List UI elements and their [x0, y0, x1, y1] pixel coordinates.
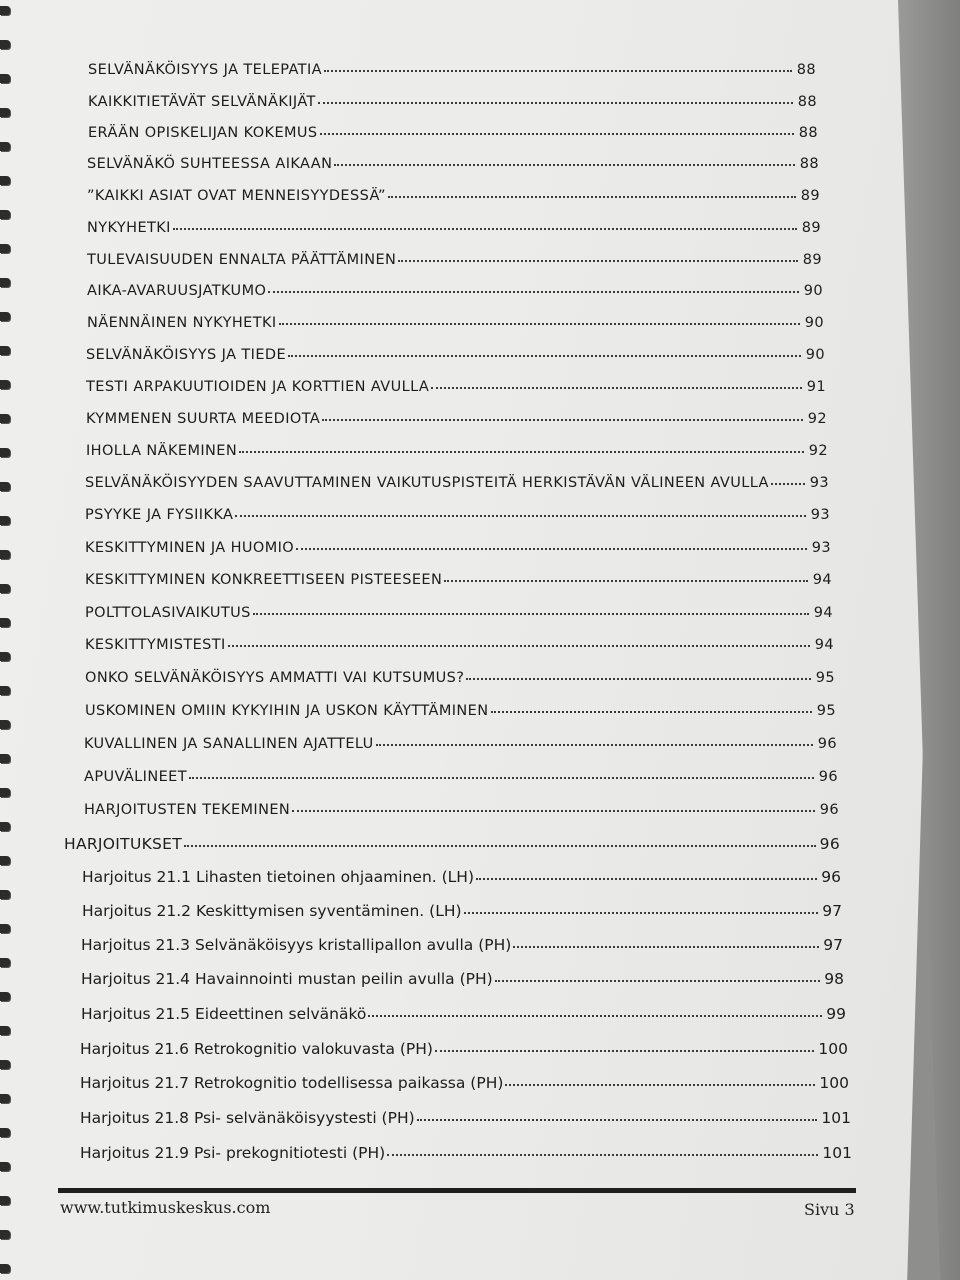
toc-entry-title: KUVALLINEN JA SANALLINEN AJATTELU	[84, 736, 374, 752]
toc-entry[interactable]	[87, 188, 820, 204]
toc-entry-title: NÄENNÄINEN NYKYHETKI	[87, 315, 277, 331]
toc-entry-title: KESKITTYMINEN KONKREETTISEEN PISTEESEEN	[85, 572, 443, 588]
toc-entry[interactable]	[87, 252, 822, 268]
toc-exercise-entry[interactable]	[80, 1144, 852, 1162]
footer-website-link[interactable]: www.tutkimuskeskus.com	[60, 1198, 271, 1217]
dot-leader	[476, 877, 817, 880]
toc-entry-title: ONKO SELVÄNÄKÖISYYS AMMATTI VAI KUTSUMUS?	[85, 670, 465, 686]
toc-entry[interactable]	[84, 736, 837, 752]
toc-entry-page: 88	[796, 62, 816, 78]
dot-leader	[505, 1083, 815, 1086]
toc-entry-title: APUVÄLINEET	[84, 769, 187, 785]
toc-entry-title: Harjoitus 21.4 Havainnointi mustan peilin avulla (PH)	[81, 970, 493, 988]
toc-entry-page: 93	[809, 475, 829, 491]
toc-entry-title: KESKITTYMINEN JA HUOMIO	[85, 540, 295, 556]
toc-entry[interactable]	[86, 443, 828, 459]
toc-entry-page: 96	[821, 868, 841, 886]
toc-entry-page: 100	[819, 1074, 849, 1092]
toc-exercise-entry[interactable]	[80, 1074, 849, 1092]
toc-entry[interactable]	[88, 125, 818, 141]
dot-leader	[368, 1014, 822, 1017]
toc-entry-title: AIKA-AVARUUSJATKUMO	[87, 283, 267, 299]
toc-entry-page: 91	[806, 379, 826, 395]
dot-leader	[318, 101, 793, 104]
toc-exercise-entry[interactable]	[81, 1005, 846, 1023]
toc-entry-title: PSYYKE JA FYSIIKKA	[85, 507, 234, 523]
dot-leader	[268, 290, 799, 293]
toc-exercise-entry[interactable]	[81, 936, 843, 954]
dot-leader	[292, 809, 815, 812]
toc-entry-page: 90	[805, 347, 825, 363]
toc-entry-title: ERÄÄN OPISKELIJAN KOKEMUS	[88, 125, 318, 141]
dot-leader	[513, 945, 819, 948]
toc-entry-page: 92	[808, 443, 828, 459]
toc-entry-title: Harjoitus 21.3 Selvänäköisyys kristallipallon avulla (PH)	[81, 936, 512, 954]
toc-entry[interactable]	[85, 475, 829, 491]
toc-entry-title: SELVÄNÄKÖISYYS JA TELEPATIA	[88, 62, 322, 78]
dot-leader	[189, 776, 814, 779]
dot-leader	[334, 163, 795, 166]
toc-entry[interactable]	[85, 540, 831, 556]
toc-entry-page: 94	[813, 605, 833, 621]
dot-leader	[435, 1049, 814, 1052]
toc-entry-page: 94	[812, 572, 832, 588]
toc-entry-page: 89	[801, 220, 821, 236]
toc-entry-title: HARJOITUSTEN TEKEMINEN	[84, 802, 291, 818]
toc-entry[interactable]	[87, 156, 819, 172]
dot-leader	[376, 743, 813, 746]
toc-section-entry[interactable]	[64, 835, 840, 853]
dot-leader	[320, 132, 794, 135]
dot-leader	[491, 710, 813, 713]
toc-entry-page: 92	[807, 411, 827, 427]
toc-entry-title: USKOMINEN OMIIN KYKYIHIN JA USKON KÄYTTÄMINEN	[85, 703, 489, 719]
dot-leader	[324, 69, 792, 72]
toc-entry-title: Harjoitus 21.2 Keskittymisen syventäminen. (LH)	[82, 902, 462, 920]
dot-leader	[228, 644, 810, 647]
toc-entry-page: 89	[800, 188, 820, 204]
dot-leader	[173, 227, 797, 230]
toc-entry-page: 90	[803, 283, 823, 299]
toc-entry[interactable]	[85, 507, 830, 523]
toc-entry-page: 96	[819, 835, 840, 853]
toc-entry-page: 88	[797, 94, 817, 110]
toc-exercise-entry[interactable]	[82, 902, 842, 920]
toc-entry[interactable]	[85, 605, 833, 621]
toc-entry[interactable]	[85, 637, 834, 653]
toc-entry-page: 95	[816, 703, 836, 719]
dot-leader	[398, 259, 798, 262]
toc-entry[interactable]	[85, 572, 832, 588]
footer-page-number: Sivu 3	[804, 1200, 855, 1219]
toc-entry[interactable]	[87, 315, 824, 331]
toc-entry-page: 95	[815, 670, 835, 686]
toc-entry-title: Harjoitus 21.5 Eideettinen selvänäkö	[81, 1005, 367, 1023]
toc-entry[interactable]	[87, 283, 823, 299]
toc-entry-title: IHOLLA NÄKEMINEN	[86, 443, 238, 459]
toc-entry-page: 97	[823, 936, 843, 954]
toc-entry[interactable]	[85, 670, 835, 686]
toc-entry-title: Harjoitus 21.7 Retrokognitio todellisessa paikassa (PH)	[80, 1074, 504, 1092]
toc-entry[interactable]	[86, 411, 827, 427]
toc-entry-page: 88	[799, 156, 819, 172]
toc-entry-title: KYMMENEN SUURTA MEEDIOTA	[86, 411, 321, 427]
toc-entry-title: TESTI ARPAKUUTIOIDEN JA KORTTIEN AVULLA	[86, 379, 430, 395]
toc-entry-page: 88	[798, 125, 818, 141]
toc-entry-title: Harjoitus 21.1 Lihasten tietoinen ohjaaminen. (LH)	[82, 868, 475, 886]
toc-entry-title: SELVÄNÄKÖ SUHTEESSA AIKAAN	[87, 156, 333, 172]
dot-leader	[388, 195, 796, 198]
toc-entry-page: 100	[818, 1040, 848, 1058]
dot-leader	[431, 386, 802, 389]
dot-leader	[184, 844, 816, 847]
toc-entry-page: 93	[811, 540, 831, 556]
dot-leader	[387, 1153, 818, 1156]
toc-exercise-entry[interactable]	[80, 1109, 851, 1127]
toc-entry-page: 97	[822, 902, 842, 920]
dot-leader	[466, 677, 811, 680]
toc-entry-page: 96	[817, 736, 837, 752]
dot-leader	[296, 547, 807, 550]
toc-entry[interactable]	[84, 769, 838, 785]
toc-entry-page: 98	[824, 970, 844, 988]
dot-leader	[771, 482, 805, 485]
toc-entry-page: 93	[810, 507, 830, 523]
toc-entry-title: Harjoitus 21.8 Psi- selvänäköisyystesti (PH)	[80, 1109, 415, 1127]
toc-exercise-entry[interactable]	[82, 868, 841, 886]
toc-entry-title: NYKYHETKI	[87, 220, 171, 236]
toc-entry[interactable]	[88, 62, 816, 78]
toc-entry-page: 101	[821, 1109, 851, 1127]
toc-entry-title: POLTTOLASIVAIKUTUS	[85, 605, 251, 621]
toc-entry[interactable]	[85, 703, 836, 719]
toc-entry-page: 96	[818, 769, 838, 785]
toc-entry-title: KESKITTYMISTESTI	[85, 637, 226, 653]
footer-divider	[58, 1188, 856, 1193]
dot-leader	[322, 418, 803, 421]
toc-entry[interactable]	[84, 802, 839, 818]
toc-entry[interactable]	[86, 379, 826, 395]
toc-entry-title: SELVÄNÄKÖISYYS JA TIEDE	[86, 347, 287, 363]
dot-leader	[279, 322, 800, 325]
toc-entry-title: Harjoitus 21.6 Retrokognitio valokuvasta (PH)	[80, 1040, 433, 1058]
dot-leader	[235, 514, 806, 517]
toc-entry-title: KAIKKITIETÄVÄT SELVÄNÄKIJÄT	[88, 94, 316, 110]
dot-leader	[444, 579, 808, 582]
toc-entry-title: ”KAIKKI ASIAT OVAT MENNEISYYDESSÄ”	[87, 188, 386, 204]
toc-entry[interactable]	[87, 220, 821, 236]
toc-entry-page: 90	[804, 315, 824, 331]
toc-entry-page: 94	[814, 637, 834, 653]
toc-exercise-entry[interactable]	[81, 970, 844, 988]
dot-leader	[495, 979, 820, 982]
toc-entry-page: 99	[826, 1005, 846, 1023]
toc-entry-page: 89	[802, 252, 822, 268]
dot-leader	[464, 911, 818, 914]
toc-entry-title: TULEVAISUUDEN ENNALTA PÄÄTTÄMINEN	[87, 252, 397, 268]
dot-leader	[253, 612, 809, 615]
toc-entry-title: Harjoitus 21.9 Psi- prekognitiotesti (PH)	[80, 1144, 386, 1162]
toc-entry[interactable]	[88, 94, 817, 110]
toc-exercise-entry[interactable]	[80, 1040, 848, 1058]
dot-leader	[239, 450, 804, 453]
toc-entry-title: SELVÄNÄKÖISYYDEN SAAVUTTAMINEN VAIKUTUSPISTEITÄ HERKISTÄVÄN VÄLINEEN AVULLA	[85, 475, 769, 491]
toc-entry[interactable]	[86, 347, 825, 363]
toc-entry-page: 96	[819, 802, 839, 818]
toc-entry-page: 101	[822, 1144, 852, 1162]
dot-leader	[417, 1118, 818, 1121]
toc-entry-title: HARJOITUKSET	[64, 835, 183, 853]
dot-leader	[288, 354, 801, 357]
